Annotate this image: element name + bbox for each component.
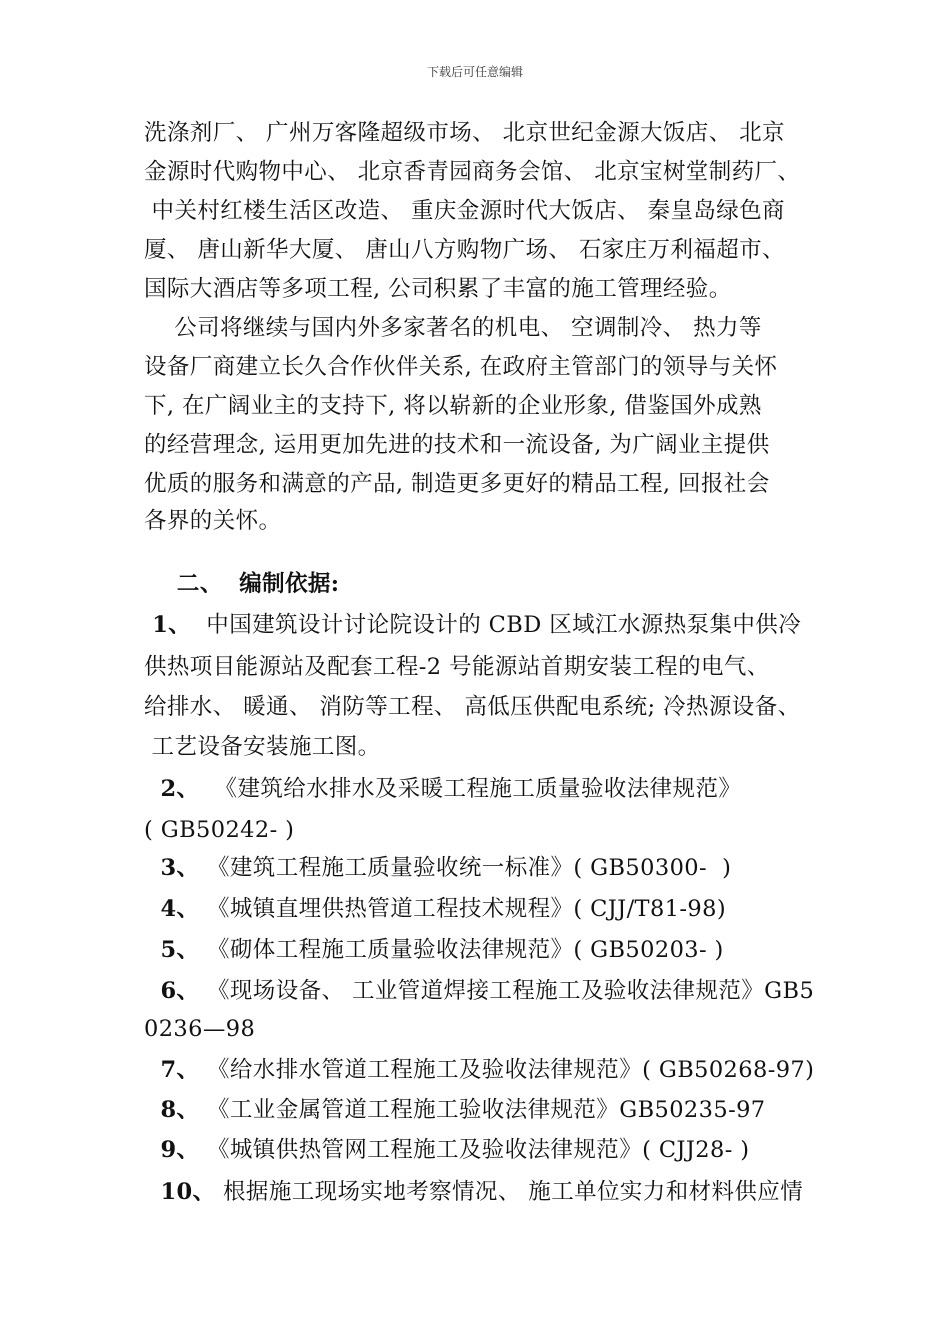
item-number: 3、 — [144, 855, 200, 881]
item-text: 工艺设备安装施工图。 — [144, 734, 381, 760]
list-item — [144, 853, 731, 883]
list-item — [144, 894, 726, 924]
list-item — [144, 1014, 255, 1044]
item-text: 《城镇供热管网工程施工及验收法律规范》( CJJ28- ) — [199, 1137, 750, 1163]
item-text: 《建筑给水排水及采暖工程施工质量验收法律规范》 — [199, 776, 742, 802]
item-text: 《给水排水管道工程施工及验收法律规范》( GB50268-97) — [199, 1057, 815, 1083]
text-line: 金源时代购物中心、 北京香青园商务会馆、 北京宝树堂制药厂、 — [144, 159, 801, 185]
item-number: 10、 — [144, 1179, 216, 1205]
item-text: 给排水、 暖通、 消防等工程、 高低压供配电系统; 冷热源设备、 — [144, 694, 801, 720]
text-line: 设备厂商建立长久合作伙伴关系, 在政府主管部门的领导与关怀 — [144, 354, 778, 380]
item-number: 7、 — [144, 1057, 200, 1083]
list-item — [144, 935, 724, 965]
list-item — [144, 976, 814, 1006]
list-item — [144, 1095, 766, 1125]
item-text: 根据施工现场实地考察情况、 施工单位实力和材料供应情 — [215, 1179, 804, 1205]
page-header: 下载后可任意编辑 — [426, 65, 523, 79]
item-number: 4、 — [144, 896, 200, 922]
item-text: 《城镇直埋供热管道工程技术规程》( CJJ/T81-98) — [199, 896, 727, 922]
item-text: 《工业金属管道工程施工验收法律规范》GB50235-97 — [199, 1097, 766, 1123]
list-item — [144, 692, 801, 722]
list-item — [144, 610, 801, 640]
list-item — [144, 732, 381, 762]
item-text: ( GB50242- ) — [144, 817, 295, 843]
list-item — [144, 815, 294, 845]
item-text: 《现场设备、 工业管道焊接工程施工及验收法律规范》GB5 — [199, 978, 815, 1004]
item-number: 1、 — [144, 612, 192, 638]
item-text: 供热项目能源站及配套工程-2 号能源站首期安装工程的电气、 — [144, 654, 770, 680]
list-item — [144, 1135, 749, 1165]
list-item — [144, 1055, 814, 1085]
text-line: 的经营理念, 运用更加先进的技术和一流设备, 为广阔业主提供 — [144, 432, 770, 458]
text-line: 下, 在广阔业主的支持下, 将以崭新的企业形象, 借鉴国外成熟 — [144, 393, 762, 419]
item-text: 《建筑工程施工质量验收统一标准》( GB50300- ) — [199, 855, 732, 881]
text-line: 国际大酒店等多项工程, 公司积累了丰富的施工管理经验。 — [144, 276, 732, 302]
item-number: 8、 — [144, 1097, 200, 1123]
list-item — [144, 774, 741, 804]
item-text: 中国建筑设计讨论院设计的 CBD 区域江水源热泵集中供冷 — [191, 612, 802, 638]
text-line: 洗涤剂厂、 广州万客隆超级市场、 北京世纪金源大饭店、 北京 — [144, 120, 785, 146]
item-number: 6、 — [144, 978, 200, 1004]
item-text: 《砌体工程施工质量验收法律规范》( GB50203- ) — [199, 937, 724, 963]
list-item — [144, 1177, 803, 1207]
text-line: 公司将继续与国内外多家著名的机电、 空调制冷、 热力等 — [144, 315, 762, 341]
item-number: 9、 — [144, 1137, 200, 1163]
text-line: 优质的服务和满意的产品, 制造更多更好的精品工程, 回报社会 — [144, 471, 770, 497]
section-heading: 二、 编制依据: — [144, 571, 340, 597]
item-number: 5、 — [144, 937, 200, 963]
text-line: 各界的关怀。 — [144, 508, 282, 534]
list-item — [144, 652, 770, 682]
item-number: 2、 — [144, 776, 200, 802]
text-line: 中关村红楼生活区改造、 重庆金源时代大饭店、 秦皇岛绿色商 — [144, 198, 785, 224]
item-text: 0236—98 — [144, 1016, 256, 1042]
text-line: 厦、 唐山新华大厦、 唐山八方购物广场、 石家庄万利福超市、 — [144, 237, 785, 263]
